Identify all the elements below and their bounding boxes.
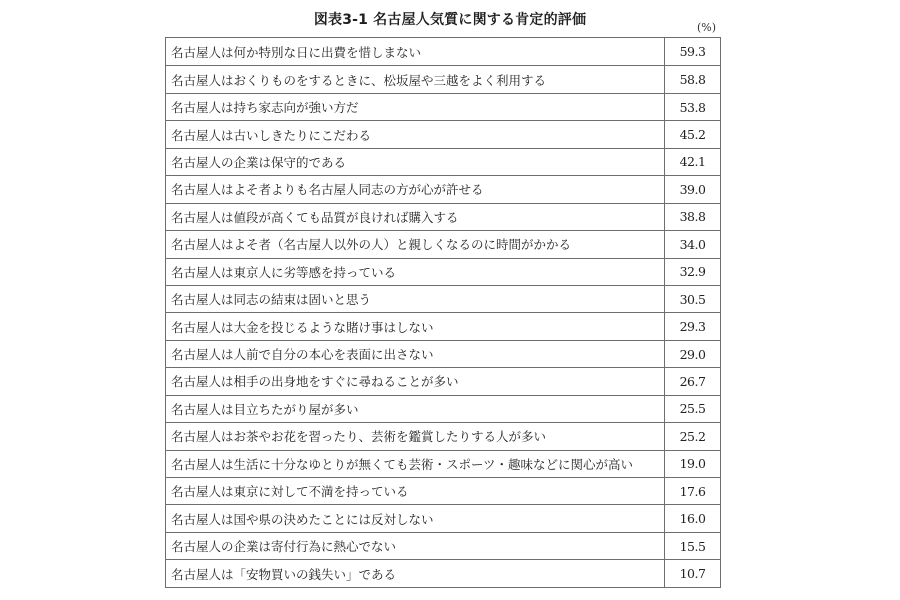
table-row bbox=[166, 340, 720, 367]
table-row bbox=[166, 148, 720, 175]
row-value: 15.5 bbox=[679, 538, 706, 554]
row-label: 名古屋人は東京人に劣等感を持っている bbox=[166, 259, 665, 285]
row-label: 名古屋人は何か特別な日に出費を惜しまない bbox=[166, 38, 665, 65]
row-label: 名古屋人はよそ者（名古屋人以外の人）と親しくなるのに時間がかかる bbox=[166, 231, 665, 257]
table-row bbox=[166, 65, 720, 92]
data-table bbox=[165, 37, 721, 588]
table-row bbox=[166, 203, 720, 230]
row-label: 名古屋人は相手の出身地をすぐに尋ねることが多い bbox=[166, 368, 665, 394]
row-label: 名古屋人は「安物買いの銭失い」である bbox=[166, 560, 665, 586]
row-label: 名古屋人の企業は保守的である bbox=[166, 149, 665, 175]
row-value: 42.1 bbox=[679, 154, 706, 170]
table-title: 図表3-1 名古屋人気質に関する肯定的評価 bbox=[313, 12, 587, 28]
row-value: 25.5 bbox=[679, 401, 706, 417]
table-row bbox=[166, 450, 720, 477]
table-row bbox=[166, 395, 720, 422]
table-row bbox=[166, 120, 720, 147]
table-row bbox=[166, 422, 720, 449]
row-label: 名古屋人は東京に対して不満を持っている bbox=[166, 478, 665, 504]
row-label: 名古屋人は大金を投じるような賭け事はしない bbox=[166, 313, 665, 339]
table-row bbox=[166, 38, 720, 65]
table-row bbox=[166, 312, 720, 339]
row-label: 名古屋人は同志の結束は固いと思う bbox=[166, 286, 665, 312]
table-row bbox=[166, 285, 720, 312]
row-value: 39.0 bbox=[679, 181, 706, 197]
row-value: 10.7 bbox=[679, 566, 706, 582]
table-row bbox=[166, 230, 720, 257]
table-row bbox=[166, 559, 720, 586]
row-value: 17.6 bbox=[679, 483, 706, 499]
table-row bbox=[166, 477, 720, 504]
table-row bbox=[166, 258, 720, 285]
row-label: 名古屋人は値段が高くても品質が良ければ購入する bbox=[166, 204, 665, 230]
row-value: 30.5 bbox=[679, 291, 706, 307]
row-label: 名古屋人は生活に十分なゆとりが無くても芸術・スポーツ・趣味などに関心が高い bbox=[166, 451, 665, 477]
row-value: 58.8 bbox=[679, 72, 706, 88]
row-value: 29.0 bbox=[679, 346, 706, 362]
row-value: 25.2 bbox=[679, 428, 706, 444]
row-label: 名古屋人はお茶やお花を習ったり、芸術を鑑賞したりする人が多い bbox=[166, 423, 665, 449]
row-value: 59.3 bbox=[679, 44, 706, 60]
row-label: 名古屋人は人前で自分の本心を表面に出さない bbox=[166, 341, 665, 367]
row-label: 名古屋人は目立ちたがり屋が多い bbox=[166, 396, 665, 422]
table-row bbox=[166, 93, 720, 120]
row-value: 38.8 bbox=[679, 209, 706, 225]
table-row bbox=[166, 367, 720, 394]
table-row bbox=[166, 504, 720, 531]
row-value: 26.7 bbox=[679, 373, 706, 389]
row-label: 名古屋人は国や県の決めたことには反対しない bbox=[166, 505, 665, 531]
row-value: 16.0 bbox=[679, 511, 706, 527]
row-value: 29.3 bbox=[679, 319, 706, 335]
row-value: 19.0 bbox=[679, 456, 706, 472]
row-label: 名古屋人はおくりものをするときに、松坂屋や三越をよく利用する bbox=[166, 66, 665, 92]
row-value: 32.9 bbox=[679, 264, 706, 280]
table-row bbox=[166, 175, 720, 202]
row-label: 名古屋人は古いしきたりにこだわる bbox=[166, 121, 665, 147]
row-label: 名古屋人の企業は寄付行為に熱心でない bbox=[166, 533, 665, 559]
unit-label: (%) bbox=[697, 21, 717, 34]
row-value: 53.8 bbox=[679, 99, 706, 115]
row-label: 名古屋人はよそ者よりも名古屋人同志の方が心が許せる bbox=[166, 176, 665, 202]
row-value: 45.2 bbox=[679, 127, 706, 143]
row-value: 34.0 bbox=[679, 236, 706, 252]
row-label: 名古屋人は持ち家志向が強い方だ bbox=[166, 94, 665, 120]
table-row bbox=[166, 532, 720, 559]
